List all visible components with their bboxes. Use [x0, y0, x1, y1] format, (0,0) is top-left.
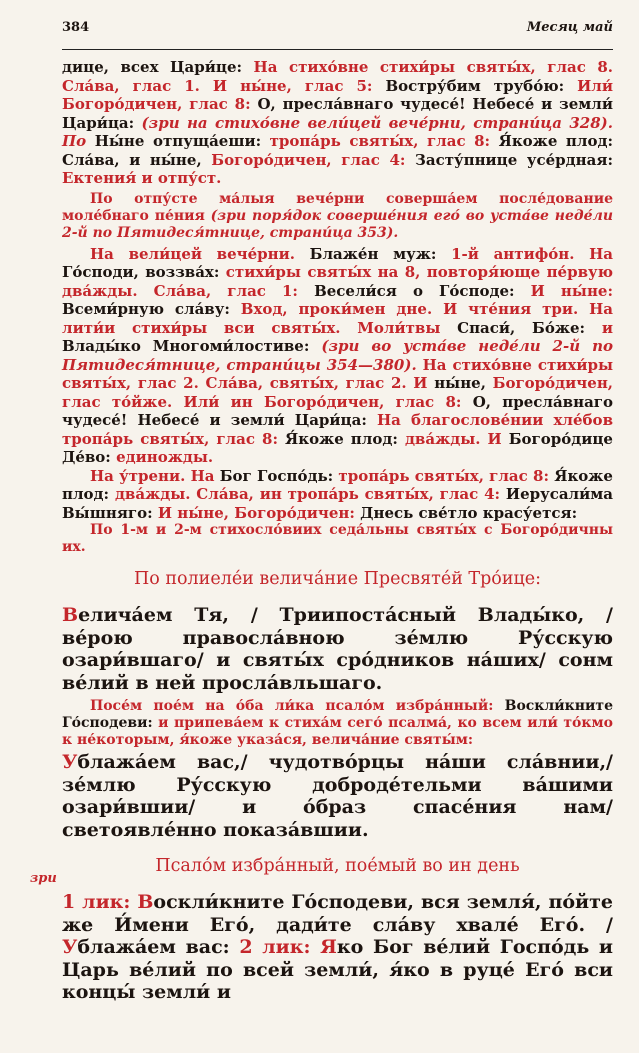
text-run: (зри на стихо́вне вели́цей вече́рни, страни́ца 328). По [62, 113, 614, 150]
heading-polyeleos: По полиеле́и велича́ние Пресвяте́й Тро́ице: [134, 569, 541, 589]
text-run: и припева́ем к стиха́м сего́ псалма́, ко всем или́ то́кмо к не́которым, я́коже указа́ся, велича́ние святы́м: [62, 715, 613, 748]
running-title: Месяц май [526, 20, 613, 35]
text-run: тропа́рь святы́х, глас 8: [338, 466, 555, 485]
text-run: И ны́не, [157, 503, 235, 522]
text-run: и [601, 318, 613, 337]
text-run: блажа́ем вас,/ чудотво́рцы на́ши сла́внии,/ зе́млю Ру́сскую доброде́тельми ва́шими озари́вшии/ и о́браз спасе́ния нам/ светоявле́нно показа́вшии. [62, 751, 613, 841]
header-rule [62, 49, 613, 50]
heading-psalm: Псало́м избра́нный, пое́мый во ин день [155, 856, 520, 876]
text-run: Иерусали́ма Вы́шняго: [62, 485, 613, 522]
text-run: Го́споди, воззва́х: [62, 263, 226, 281]
text-run: Бог Госпо́дь: [219, 466, 339, 485]
text-run: оскли́кните Го́сподеви, вся земля́, по́йте же И́мени Его́, дади́те сла́ву хвале́ Его́. / [62, 891, 613, 936]
paragraph-great-vespers [62, 245, 613, 467]
text-run: Ектения́ и отпу́ст. [62, 169, 222, 187]
text-run: На благослове́нии хле́бов тропа́рь святы́х, глас 8: [62, 411, 613, 448]
text-run: О, пресла́внаго чудесе́! Небесе́ и земли́ Цари́ца: [62, 392, 613, 429]
text-run: ин тропа́рь святы́х, глас 4: [259, 485, 506, 503]
text-run: Всеми́рную сла́ву: [62, 300, 241, 318]
text-run: (зри во уста́ве неде́ли 2-й по Пятидеся́тнице, страни́цы 354—380). [62, 337, 614, 374]
text-run: ны́не, [434, 374, 493, 392]
text-run: Моли́твы [357, 318, 458, 337]
text-run: По 1-м и 2-м стихосло́виих седа́льны святы́х с Богоро́дичны их. [62, 522, 613, 555]
page-number: 384 [62, 20, 90, 35]
text-run: Днесь све́тло красу́ется: [360, 503, 578, 522]
text-run: тропа́рь святы́х, глас 8: [269, 132, 499, 150]
text-run: ко Бог ве́лий Госпо́дь и Царь ве́лий по всей земли́, я́ко в руце́ Его́ вси концы́ земли́ и [62, 936, 613, 1003]
rubric-sedalny [62, 522, 613, 556]
text-run: Посе́м пое́м на о́ба ли́ка псало́м избра́нный: [90, 698, 505, 714]
text-run: Влады́ко Многоми́лостиве: [62, 337, 322, 355]
text-run: Сла́ва, глас 1: [153, 281, 315, 300]
text-run: Я́коже плод: Сла́ва, и ны́не, [62, 132, 613, 169]
text-run: стихи́ры святы́х на 8, повторя́юще пе́рвую два́жды. [62, 263, 613, 300]
magnification-saints [62, 751, 613, 841]
magnification-trinity [62, 604, 613, 694]
text-run: Богоро́дице Де́во: [62, 429, 613, 466]
margin-note: зри [30, 871, 57, 886]
text-run: На стихо́вне стихи́ры святы́х, глас 2. Сла́ва, святы́х, глас 2. И [62, 355, 613, 392]
text-run: Вход, проки́мен дне. И чте́ния три. На лити́и стихи́ры вси святы́х. [62, 300, 613, 337]
text-run: В [137, 891, 154, 913]
text-run: Весели́ся о Го́споде: [314, 281, 531, 300]
text-run: И ны́не: [530, 281, 613, 300]
text-run: елича́ем Тя, / Триипоста́сный Влады́ко, / ве́рою правосла́вною зе́млю Ру́сскую озари́вшаго/ и святы́х сро́дников на́ших/ сонм ве́лий в ней просла́вльшаго. [62, 604, 613, 694]
text-run: 1-й антифо́н. На [451, 244, 613, 263]
paragraph-vespers-end [62, 58, 613, 188]
text-run: Богоро́дичен: [234, 503, 361, 522]
text-run: единожды. [116, 448, 214, 466]
text-run: На стихо́вне стихи́ры святы́х, глас 8. Сла́ва, глас 1. И ны́не, глас 5: [62, 58, 613, 95]
text-run: В [62, 604, 79, 626]
text-run: Богоро́дичен, глас 4: [211, 150, 416, 169]
text-run: По отпу́сте ма́лыя вече́рни соверша́ем после́дование моле́бнаго пе́ния [62, 190, 613, 224]
page-header [62, 20, 613, 35]
psalm-text [62, 891, 613, 1004]
text-run: два́жды. Сла́ва, [114, 485, 260, 503]
text-run: О, пресла́внаго чудесе́! Небесе́ и земли́ Цари́ца: [62, 95, 613, 132]
text-run: Спаси́, Бо́же: [457, 318, 602, 337]
text-run: Засту́пнице усе́рдная: [415, 150, 613, 169]
rubric-moleben [62, 191, 613, 242]
text-run: Или́ Богоро́дичен, глас 8: [62, 76, 613, 113]
text-run: На у́трени. На [90, 466, 220, 485]
text-run: Богоро́дичен, глас то́йже. Или́ ин Богоро́дичен, глас 8: [62, 374, 614, 411]
paragraph-matins [62, 467, 613, 523]
text-run: У [62, 751, 78, 773]
text-run: Я́коже плод: [62, 466, 613, 503]
text-run: два́жды. И [404, 429, 509, 448]
text-run: Блаже́н муж: [309, 244, 452, 263]
text-run: 1 лик: [62, 891, 138, 913]
text-run: На вели́цей вече́рни. [90, 244, 310, 263]
text-run: Я [320, 936, 337, 958]
rubric-psalm [62, 698, 613, 749]
text-run: (зри поря́док соверше́ния его́ во уста́ве неде́ли 2-й по Пятидеся́тнице, страни́ца 353). [62, 207, 613, 241]
text-run: блажа́ем вас: [77, 936, 240, 958]
text-run: Востру́бим трубо́ю: [385, 76, 578, 95]
text-run: Я́коже плод: [285, 429, 405, 448]
text-run: У [62, 936, 78, 958]
text-run: дице, всех Цари́це: [62, 58, 254, 76]
text-run: 2 лик: [239, 936, 321, 958]
text-run: Воскли́кните Го́сподеви: [62, 698, 613, 731]
text-run: Ны́не отпуща́еши: [94, 132, 270, 150]
